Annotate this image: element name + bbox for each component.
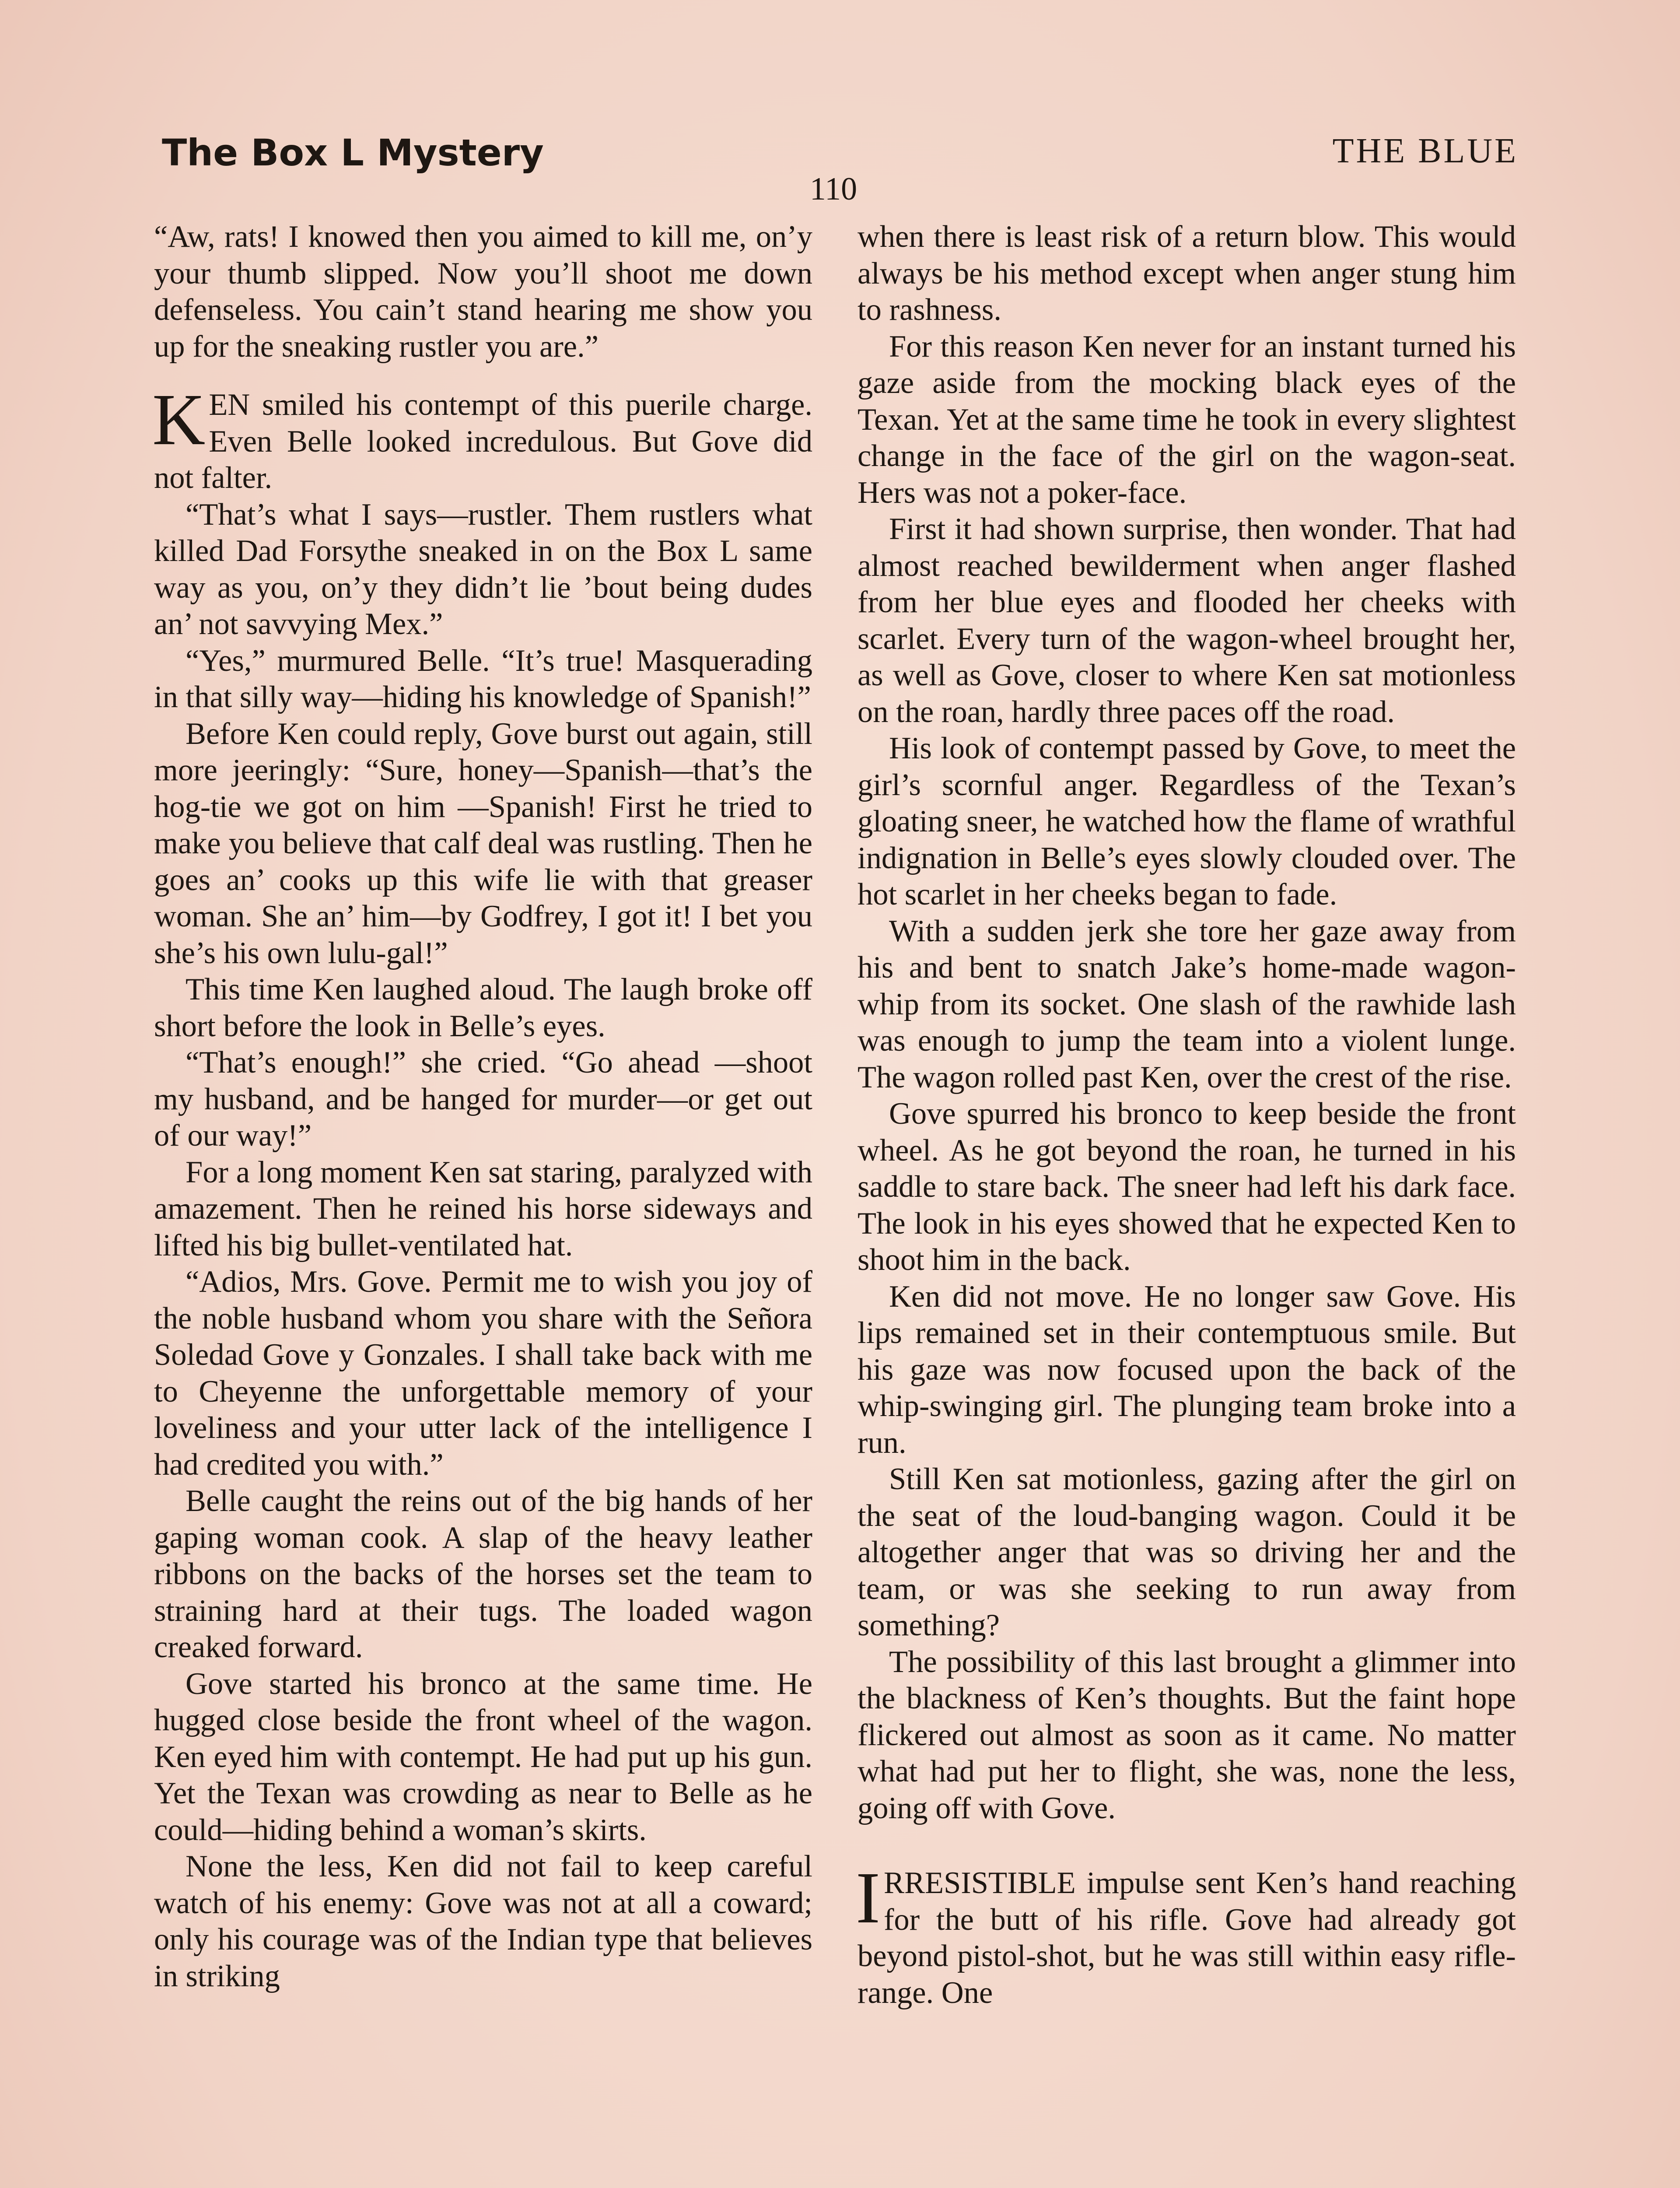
story-title: The Box L Mystery <box>162 131 544 174</box>
paragraph: when there is least risk of a return blow. This would always be his method except when anger stung him to rashness. <box>858 220 1516 327</box>
paragraph: “That’s enough!” she cried. “Go ahead —shoot my husband, and be hanged for murder—or get out of our way!” <box>154 1045 812 1153</box>
paragraph: This time Ken laughed aloud. The laugh broke off short before the look in Belle’s eyes. <box>154 972 812 1043</box>
paragraph: First it had shown surprise, then wonder. That had almost reached bewilderment when anger flashed from her blue eyes and flooded her cheeks with scarlet. Every turn of the wagon-wheel brought her, as well as Gove, closer to where Ken sat motionless on the roan, hardly three paces off the road. <box>858 512 1516 729</box>
paragraph: For a long moment Ken sat staring, paralyzed with amazement. Then he reined his horse sideways and lifted his big bullet-ventilated hat. <box>154 1155 812 1262</box>
paragraph: “Yes,” murmured Belle. “It’s true! Masquerading in that silly way—hiding his knowledge of Spanish!” <box>154 643 812 714</box>
paragraph: “That’s what I says—rustler. Them rustlers what killed Dad Forsythe sneaked in on the Box L same way as you, on’y they didn’t lie ’bout being dudes an’ not savvying Mex.” <box>154 497 812 641</box>
drop-cap: K <box>152 379 206 460</box>
section-opening-paragraph <box>856 1857 1516 2011</box>
paragraph: Ken did not move. He no longer saw Gove. His lips remained set in their contemptuous smile. But his gaze was now focused upon the back of the whip-swinging girl. The plunging team broke into a run. <box>858 1279 1516 1460</box>
paragraph: The possibility of this last brought a glimmer into the blackness of Ken’s thoughts. But the faint hope flickered out almost as soon as it came. No matter what had put her to flight, she was, none the less, going off with Gove. <box>858 1645 1516 1825</box>
paragraph: His look of contempt passed by Gove, to meet the girl’s scornful anger. Regardless of the Texan’s gloating sneer, he watched how the flame of wrathful indignation in Belle’s eyes slowly clouded over. The hot scarlet in her cheeks began to fade. <box>858 731 1516 912</box>
paragraph-text: RRESISTIBLE impulse sent Ken’s hand reaching for the butt of his rifle. Gove had already got beyond pistol-shot, but he was still within easy rifle-range. One <box>858 1866 1516 2010</box>
paragraph: For this reason Ken never for an instant turned his gaze aside from the mocking black eyes of the Texan. Yet at the same time he took in every slightest change in the face of the girl on the wagon-seat. Hers was not a poker-face. <box>858 329 1516 510</box>
page-number: 110 <box>809 171 858 207</box>
right-column <box>858 219 1516 2011</box>
paragraph: “Adios, Mrs. Gove. Permit me to wish you joy of the noble husband whom you share with the Señora Soledad Gove y Gonzales. I shall take back with me to Cheyenne the unforgettable memory of your loveliness and your utter lack of the intelligence I had credited you with.” <box>154 1265 812 1482</box>
paragraph: Belle caught the reins out of the big hands of her gaping woman cook. A slap of the heavy leather ribbons on the backs of the horses set the team to straining hard at their tugs. The loaded wagon creaked forward. <box>154 1484 812 1664</box>
paragraph: “Aw, rats! I knowed then you aimed to kill me, on’y your thumb slipped. Now you’ll shoot me down defenseless. You cain’t stand hearing me show you up for the sneaking rustler you are.” <box>154 220 812 364</box>
magazine-title: THE BLUE <box>1332 132 1518 170</box>
section-opening-paragraph <box>152 379 812 497</box>
paragraph: With a sudden jerk she tore her gaze away from his and bent to snatch Jake’s home-made wagon-whip from its socket. One slash of the rawhide lash was enough to jump the team into a violent lunge. The wagon rolled past Ken, over the crest of the rise. <box>858 914 1516 1094</box>
paragraph: Gove started his bronco at the same time. He hugged close beside the front wheel of the wagon. Ken eyed him with contempt. He had put up his gun. Yet the Texan was crowding as near to Belle as he could—hiding behind a woman’s skirts. <box>154 1666 812 1847</box>
drop-cap: I <box>856 1857 880 1939</box>
paragraph-text: EN smiled his contempt of this puerile charge. Even Belle looked incredulous. But Gove did not falter. <box>154 388 812 495</box>
paragraph: Gove spurred his bronco to keep beside the front wheel. As he got beyond the roan, he turned in his saddle to stare back. The sneer had left his dark face. The look in his eyes showed that he expected Ken to shoot him in the back. <box>858 1097 1516 1277</box>
paragraph: Before Ken could reply, Gove burst out again, still more jeeringly: “Sure, honey—Spanish—that’s the hog-tie we got on him —Spanish! First he tried to make you believe that calf deal was rustling. Then he goes an’ cooks up this wife lie with that greaser woman. She an’ him—by Godfrey, I got it! I bet you she’s his own lulu-gal!” <box>154 716 812 970</box>
paragraph: Still Ken sat motionless, gazing after the girl on the seat of the loud-banging wagon. Could it be altogether anger that was so driving her and the team, or was she seeking to run away from something? <box>858 1462 1516 1642</box>
paragraph: None the less, Ken did not fail to keep careful watch of his enemy: Gove was not at all a coward; only his courage was of the Indian type that believes in striking <box>154 1849 812 1993</box>
left-column <box>154 219 812 1995</box>
